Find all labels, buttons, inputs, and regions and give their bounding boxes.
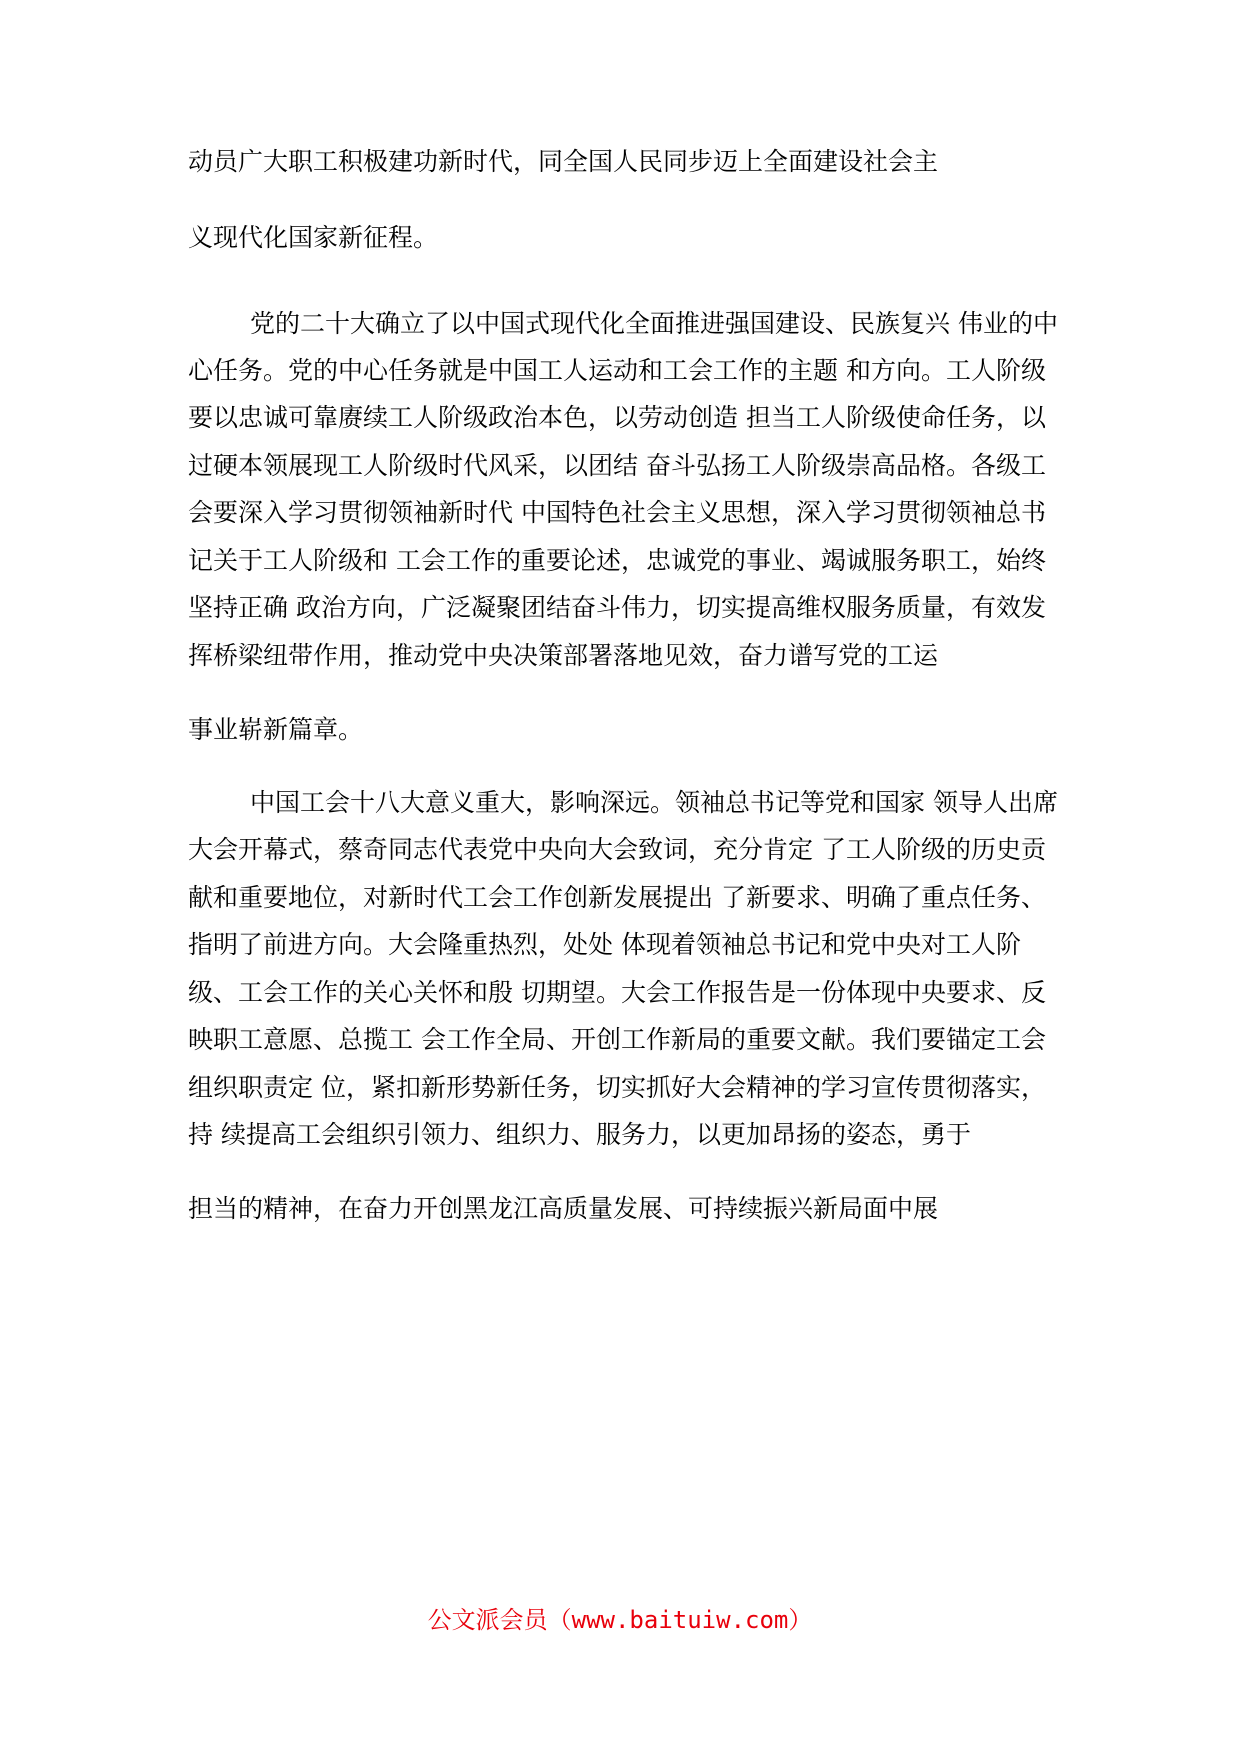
text-line-2: 义现代化国家新征程。: [188, 223, 439, 252]
paragraph-1-line-7: 坚持正确 政治方向，广泛凝聚团结奋斗伟力，切实提高维权服务质量，有效发: [188, 593, 1046, 622]
paragraph-2-line-2: 大会开幕式，蔡奇同志代表党中央向大会致词，充分肯定 了工人阶级的历史贡: [188, 835, 1046, 864]
paragraph-1-line-2: 心任务。党的中心任务就是中国工人运动和工会工作的主题 和方向。工人阶级: [188, 356, 1046, 385]
paragraph-2-line-9: 担当的精神，在奋力开创黑龙江高质量发展、可持续振兴新局面中展: [188, 1194, 939, 1223]
paragraph-2-line-7: 组织职责定 位，紧扣新形势新任务，切实抓好大会精神的学习宣传贯彻落实，: [188, 1073, 1046, 1102]
paragraph-1-line-5: 会要深入学习贯彻领袖新时代 中国特色社会主义思想，深入学习贯彻领袖总书: [188, 498, 1046, 527]
paragraph-1-line-3: 要以忠诚可靠赓续工人阶级政治本色，以劳动创造 担当工人阶级使命任务，以: [188, 403, 1046, 432]
paragraph-1-line-1: 党的二十大确立了以中国式现代化全面推进强国建设、民族复兴 伟业的中: [250, 309, 1058, 338]
paragraph-2-line-3: 献和重要地位，对新时代工会工作创新发展提出 了新要求、明确了重点任务、: [188, 883, 1046, 912]
paragraph-2-line-6: 映职工意愿、总揽工 会工作全局、开创工作新局的重要文献。我们要锚定工会: [188, 1025, 1046, 1054]
paragraph-2-line-5: 级、工会工作的关心关怀和殷 切期望。大会工作报告是一份体现中央要求、反: [188, 978, 1046, 1007]
paragraph-2-line-4: 指明了前进方向。大会隆重热烈，处处 体现着领袖总书记和党中央对工人阶: [188, 930, 1021, 959]
paragraph-2-line-1: 中国工会十八大意义重大，影响深远。领袖总书记等党和国家 领导人出席: [250, 788, 1058, 817]
paragraph-1-line-4: 过硬本领展现工人阶级时代风采，以团结 奋斗弘扬工人阶级崇高品格。各级工: [188, 451, 1046, 480]
paragraph-1-line-9: 事业崭新篇章。: [188, 715, 364, 744]
footer-url[interactable]: （www.baituiw.com）: [547, 1606, 813, 1634]
paragraph-2-line-8: 持 续提高工会组织引领力、组织力、服务力，以更加昂扬的姿态，勇于: [188, 1120, 971, 1149]
footer-brand: 公文派会员: [427, 1606, 548, 1634]
footer-watermark: [0, 1604, 1240, 1636]
text-line-1: 动员广大职工积极建功新时代，同全国人民同步迈上全面建设社会主: [188, 147, 939, 176]
paragraph-1-line-8: 挥桥梁纽带作用，推动党中央决策部署落地见效，奋力谱写党的工运: [188, 641, 939, 670]
paragraph-1-line-6: 记关于工人阶级和 工会工作的重要论述，忠诚党的事业、竭诚服务职工，始终: [188, 546, 1046, 575]
